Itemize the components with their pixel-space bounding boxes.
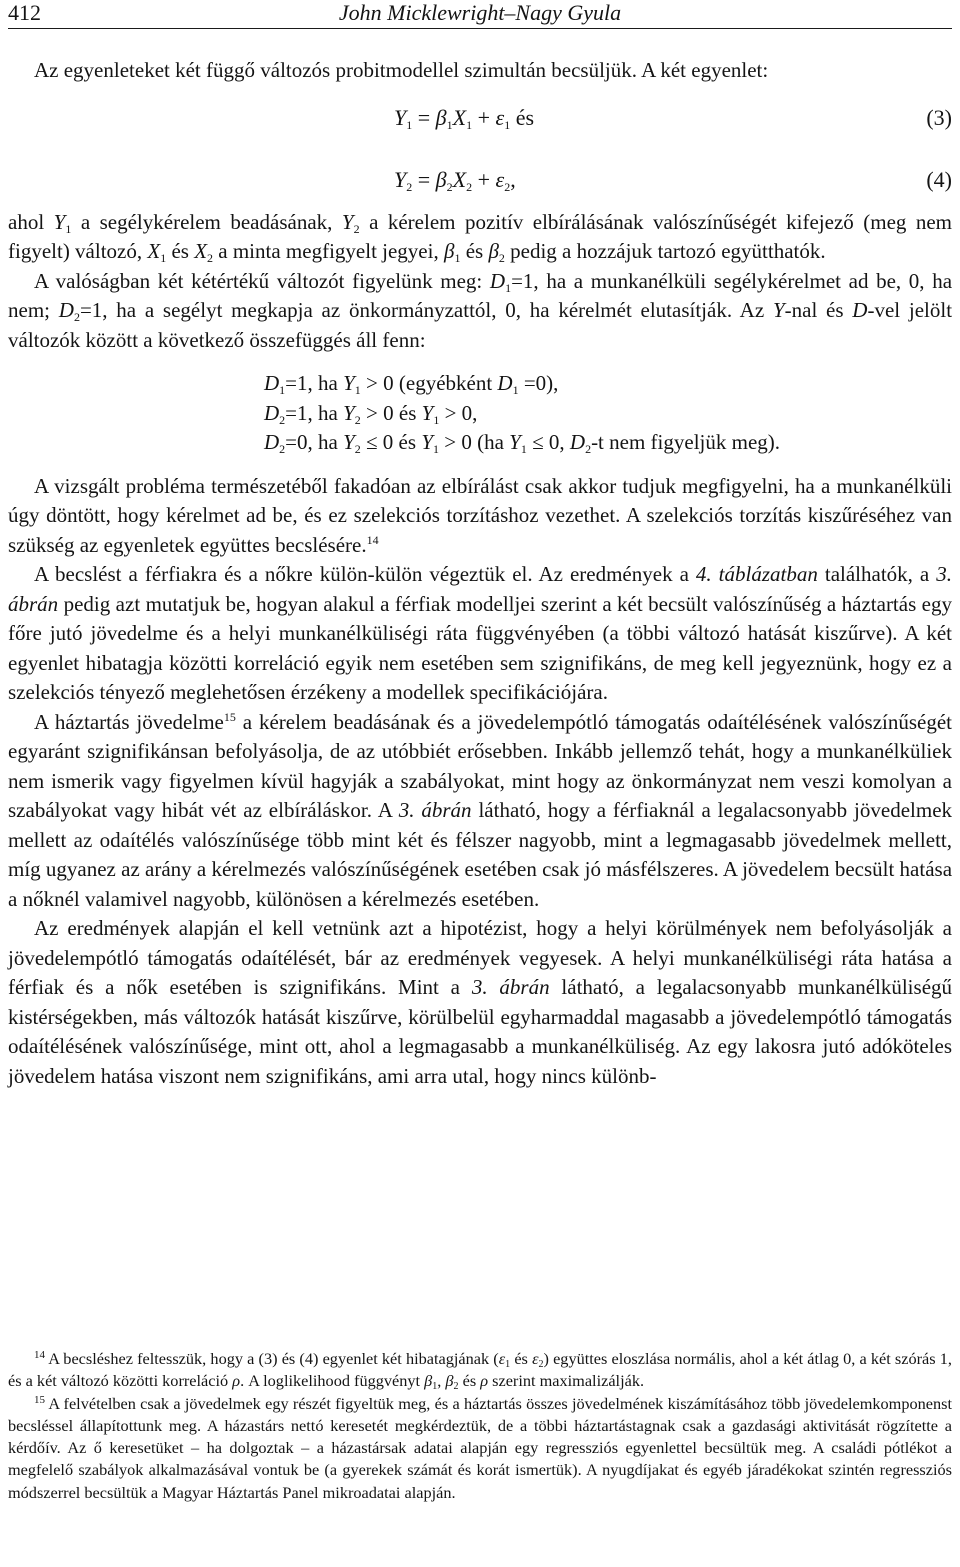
equation-3-formula: $Y_1 = \beta_1X_1 + \varepsilon_1$ és	[394, 104, 535, 132]
footnote-15-mark: 15	[34, 1393, 45, 1406]
footnote-14: $^{14}$ A becsléshez feltesszük, hogy a (3) és (4) egyenlet két hibatagjának ($\varepsilon_1$ és $\varepsilon_2$) együttes eloszlása normális, ahol a két átlag 0, a két szórás 1, és a két változó közötti korreláció ρ. A loglikelihood függvényt $\beta_1$, $\beta_2$ és ρ szerint maximalizálják.	[8, 1349, 953, 1393]
footnote-ref-14[interactable]: 14	[366, 532, 379, 547]
running-title: John Micklewright–Nagy Gyula	[338, 0, 622, 25]
results-paragraph: A becslést a férfiakra és a nőkre külön-külön végeztük el. Az eredmények a 4. táblázatban találhatók, a 3. ábrán pedig azt mutatjuk be, hogyan alakul a férfiak modelljei szerint a két becsült valószínűség a háztartás egy főre jutó jövedelme és a helyi munkanélküliségi ráta függvényében (a többi változó hatását kiszűrve). A két egyenlet hibatagja közötti korreláció egyik nem esetében sem szignifikáns, de meg kell jegyeznünk, hogy ez a szelekciós tényező meglehetősen érzékeny a modellek specifikációjára.	[8, 562, 953, 704]
equation-4-number: (4)	[926, 166, 952, 192]
running-head	[8, 0, 952, 29]
footnote-ref-15[interactable]: 15	[223, 709, 236, 724]
footnote-14-mark: 14	[34, 1349, 45, 1361]
figure-3-reference: 3. ábrán	[471, 975, 550, 999]
figure-3-reference: 3. ábrán	[8, 562, 953, 616]
figure-3-reference: 3. ábrán	[398, 798, 472, 822]
table-4-reference: 4. táblázatban	[695, 562, 818, 586]
condition-3: $D_2=0$, ha $Y_2 \le 0$ és $Y_1 > 0$ (ha $Y_1 \le 0$, $D_2-t$ nem figyeljük meg).	[264, 430, 781, 456]
equation-3	[8, 98, 952, 138]
intro-paragraph: Az egyenleteket két függő változós probitmodellel szimultán becsüljük. A két egyenlet:	[34, 58, 769, 82]
condition-2: $D_2=1$, ha $Y_2 > 0$ és $Y_1 > 0$,	[264, 400, 478, 427]
observed-variables-paragraph: A valóságban két kétértékű változót figyelünk meg: $D_1=1$, ha a munkanélküli segélykérelmet ad be, 0, ha nem; $D_2=1$, ha a segélyt megkapja az önkormányzattól, 0, ha kérelmét elutasítják. Az Y-nal és D-vel jelölt változók között a következő összefüggés áll fenn:	[8, 268, 953, 352]
footnote-15: $^{15}$ A felvételben csak a jövedelmek egy részét figyeltük meg, és a háztartás összes jövedelmének kiszámításához több jövedelemkomponenst becsléssel állapítottunk meg. A házastárs nettó keresetét megkérdeztük, de a többi háztartástagnak csak a gazdasági aktivitását rögzítette a kérdőív. Az ő keresetüket – ha dolgoztak – a házastársak adatai alapján egy regressziós egyenlettel becsültük meg. A családi pótlékot a megfelelő szabályok alkalmazásával vontuk be (a gyerekek számát és korát ismertük). A nyugdíjakat és egyéb járadékokat szintén regressziós módszerrel becsültük a Magyar Háztartás Panel mikroadatai alapján.	[8, 1393, 952, 1502]
equation-3-number: (3)	[926, 104, 952, 130]
equation-4	[8, 160, 952, 200]
definitions-paragraph: ahol $Y_1$ a segélykérelem beadásának, $Y_2$ a kérelem pozitív elbírálásának valószínűségét kifejező (meg nem figyelt) változó, $X_1$ és $X_2$ a minta megfigyelt jegyei, $\beta_1$ és $\beta_2$ pedig a hozzájuk tartozó együtthatók.	[8, 209, 953, 265]
condition-1: $D_1=1$, ha $Y_1 > 0$ (egyébként $D_1 =0$),	[264, 371, 559, 397]
footnotes	[8, 1348, 952, 1504]
body-text	[8, 56, 952, 1091]
conditions-block	[264, 369, 952, 458]
local-conditions-paragraph: Az eredmények alapján el kell vetnünk azt a hipotézist, hogy a helyi körülmények nem befolyásolják a jövedelempótló támogatás odaítélését, bár az eredmények vegyesek. A helyi munkanélküliségi ráta hatása a férfiak és a nők esetében is szignifikáns. Mint a 3. ábrán látható, a legalacsonyabb munkanélküliségű kistérségekben, más változók hatását kiszűrve, körülbelül egyharmaddal magasabb a jövedelempótló támogatás odaítélésének valószínűsége, mint ott, ahol a legmagasabb a munkanélküliség. Az egy lakosra jutó adóköteles jövedelem hatása viszont nem szignifikáns, ami arra utal, hogy nincs különb-	[8, 916, 953, 1088]
page-number: 412	[8, 0, 41, 25]
selection-paragraph: A vizsgált probléma természetéből fakadóan az elbírálást csak akkor tudjuk megfigyelni, ha a munkanélküli úgy döntött, hogy kérelmet ad be, és ez szelekciós torzításhoz vezethet. A szelekciós torzítás kiszűréséhez van szükség az egyenletek együttes becslésére.$^{14}$	[8, 473, 952, 557]
income-paragraph: A háztartás jövedelme$^{15}$ a kérelem beadásának és a jövedelempótló támogatás odaítélésének valószínűségét egyaránt szignifikánsan befolyásolja, de az utóbbiét erősebben. Inkább jellemző tehát, hogy a munkanélküliek nem ismerik vagy figyelmen kívül hagyják a szabályokat, mint hogy az önkormányzat nem veszi komolyan a szabályokat vagy hibát vét az elbíráláskor. A 3. ábrán látható, hogy a férfiaknál a legalacsonyabb jövedelmek mellett az odaítélés valószínűsége több mint két és félszer nagyobb, mint a legmagasabb jövedelmek mellett, míg ugyanez az arány a kérelmezés valószínűségének esetében csak jó másfélszeres. A jövedelem becsült hatása a nőknél valamivel nagyobb, különösen a kérelmezés esetében.	[8, 709, 953, 911]
equation-4-formula: $Y_2 = \beta_2X_2 + \varepsilon_2$,	[394, 166, 516, 194]
